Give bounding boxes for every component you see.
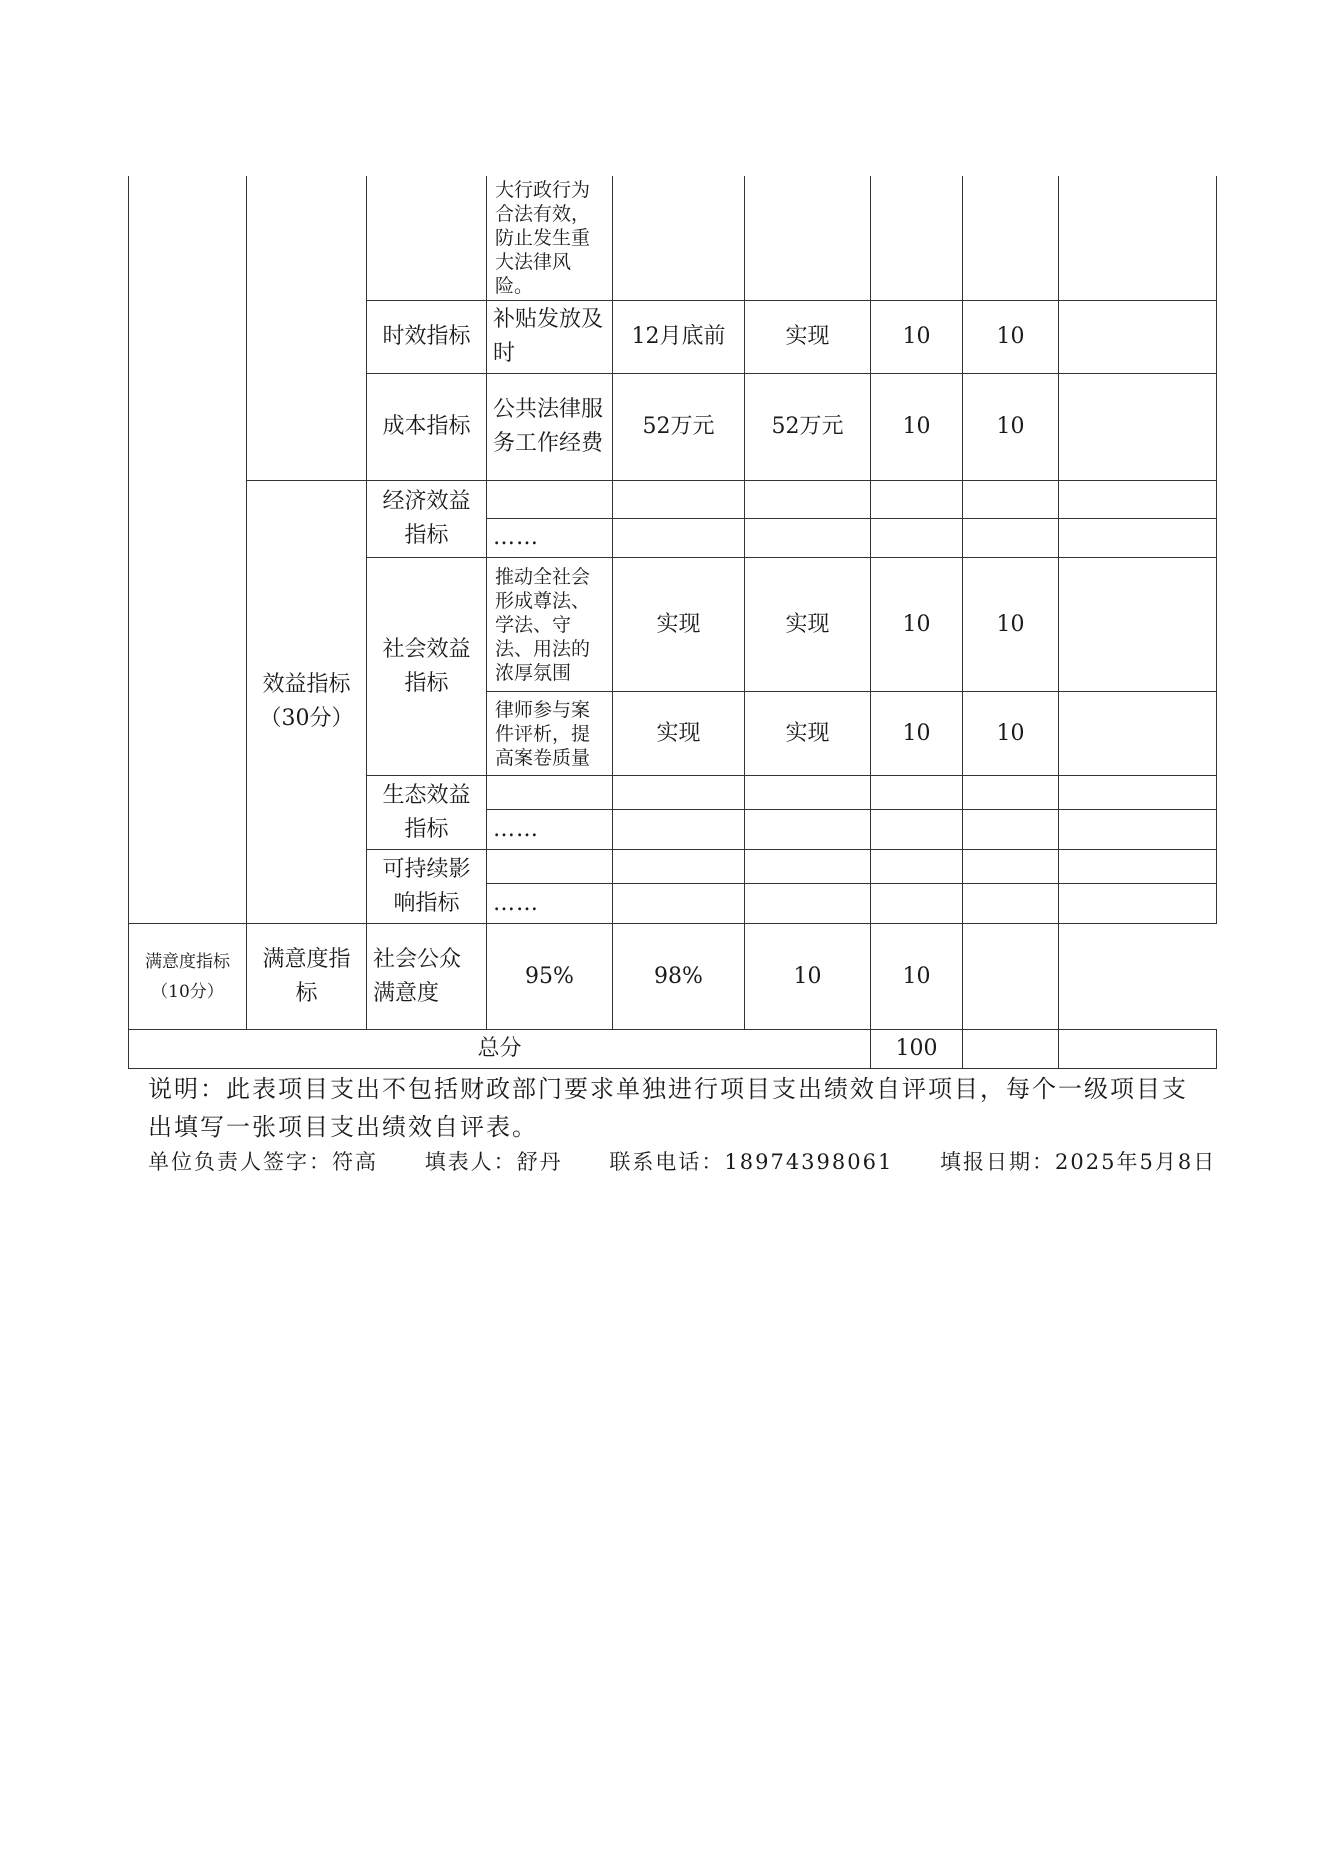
cell-empty [1059, 481, 1217, 519]
weight-value: 10 [871, 374, 963, 481]
category-economic-benefit: 经济效益指标 [367, 481, 487, 558]
cell-empty [745, 519, 871, 558]
cell-empty [613, 776, 745, 810]
cell-empty [613, 176, 745, 301]
cell-empty [963, 850, 1059, 884]
cell-empty [1059, 519, 1217, 558]
cell-empty [871, 810, 963, 850]
signature-line [148, 1146, 1228, 1176]
cell-empty [1059, 374, 1217, 481]
indicator-placeholder: …… [487, 884, 613, 924]
category-timeliness: 时效指标 [367, 301, 487, 374]
signer-name: 符高 [332, 1150, 378, 1174]
group-benefit-indicators [247, 481, 367, 924]
cell-empty [871, 776, 963, 810]
cell-empty [963, 810, 1059, 850]
cell-empty [1059, 884, 1217, 924]
cell-empty [963, 884, 1059, 924]
indicator-subsidy-timely: 补贴发放及时 [487, 301, 613, 374]
cell-empty [613, 481, 745, 519]
indicator-placeholder: …… [487, 810, 613, 850]
performance-evaluation-table [128, 176, 1217, 1069]
actual-value: 实现 [745, 558, 871, 692]
actual-value: 实现 [745, 301, 871, 374]
cell-empty [745, 850, 871, 884]
actual-value: 实现 [745, 692, 871, 776]
indicator-legal-risk: 大行政行为合法有效，防止发生重大法律风险。 [487, 176, 613, 301]
cell-empty [487, 481, 613, 519]
indicator-rule-of-law-atmosphere: 推动全社会形成尊法、学法、守法、用法的浓厚氛围 [487, 558, 613, 692]
level1-empty-cell [129, 176, 247, 924]
filler-field [425, 1150, 563, 1174]
weight-value: 10 [871, 558, 963, 692]
score-value: 10 [963, 692, 1059, 776]
cell-empty [963, 1030, 1059, 1069]
score-value: 10 [963, 301, 1059, 374]
date-label: 填报日期： [940, 1150, 1056, 1174]
cell-empty [1059, 850, 1217, 884]
group-satisfaction-label: 满意度指标 [145, 951, 230, 972]
cell-empty [1059, 176, 1217, 301]
score-value: 10 [963, 558, 1059, 692]
filler-label: 填表人： [424, 1150, 517, 1174]
cell-empty [613, 850, 745, 884]
indicator-legal-service-funding: 公共法律服务工作经费 [487, 374, 613, 481]
cell-empty [871, 176, 963, 301]
cell-empty [487, 776, 613, 810]
cell-empty [613, 810, 745, 850]
phone-number: 18974398061 [724, 1150, 894, 1174]
target-value: 95% [487, 924, 613, 1030]
cell-empty [871, 850, 963, 884]
date-field [940, 1150, 1216, 1174]
cell-empty [1059, 558, 1217, 692]
total-weight-value: 100 [871, 1030, 963, 1069]
table-note: 说明：此表项目支出不包括财政部门要求单独进行项目支出绩效自评项目，每个一级项目支出填写一张项目支出绩效自评表。 [148, 1075, 1188, 1141]
category-satisfaction: 满意度指标 [247, 924, 367, 1030]
signer-label: 单位负责人签字： [148, 1150, 332, 1174]
indicator-public-satisfaction: 社会公众满意度 [367, 924, 487, 1030]
cell-empty [613, 884, 745, 924]
weight-value: 10 [871, 692, 963, 776]
cell-empty [963, 176, 1059, 301]
target-value: 实现 [613, 692, 745, 776]
cell-empty [963, 924, 1059, 1030]
cell-empty [1059, 776, 1217, 810]
total-score-label: 总分 [129, 1030, 871, 1069]
target-value: 12月底前 [613, 301, 745, 374]
category-sustainable-impact: 可持续影响指标 [367, 850, 487, 924]
cell-empty [963, 776, 1059, 810]
cell-empty [487, 850, 613, 884]
category-cost: 成本指标 [367, 374, 487, 481]
level2-empty-cell [247, 176, 367, 481]
phone-label: 联系电话： [609, 1150, 725, 1174]
cell-empty [871, 481, 963, 519]
target-value: 52万元 [613, 374, 745, 481]
cell-empty [871, 884, 963, 924]
cell-empty [871, 519, 963, 558]
cell-empty [745, 810, 871, 850]
weight-value: 10 [745, 924, 871, 1030]
group-benefit-points: （30分） [259, 706, 354, 731]
category-ecological-benefit: 生态效益指标 [367, 776, 487, 850]
category-social-benefit: 社会效益指标 [367, 558, 487, 776]
cell-empty [1059, 1030, 1217, 1069]
phone-field [609, 1150, 893, 1174]
cell-empty [613, 519, 745, 558]
filler-name: 舒丹 [516, 1150, 563, 1174]
signer-field [148, 1150, 378, 1174]
cell-empty [745, 776, 871, 810]
cell-empty [745, 481, 871, 519]
cell-empty [963, 519, 1059, 558]
level3-empty-cell [367, 176, 487, 301]
cell-empty [963, 481, 1059, 519]
score-value: 10 [871, 924, 963, 1030]
score-value: 10 [963, 374, 1059, 481]
actual-value: 98% [613, 924, 745, 1030]
group-satisfaction-indicators [129, 924, 247, 1030]
group-benefit-label: 效益指标 [262, 672, 351, 697]
cell-empty [1059, 810, 1217, 850]
group-satisfaction-points: （10分） [151, 981, 224, 1002]
weight-value: 10 [871, 301, 963, 374]
cell-empty [745, 884, 871, 924]
cell-empty [1059, 692, 1217, 776]
actual-value: 52万元 [745, 374, 871, 481]
indicator-lawyer-case-review: 律师参与案件评析，提高案卷质量 [487, 692, 613, 776]
indicator-placeholder: …… [487, 519, 613, 558]
cell-empty [1059, 301, 1217, 374]
cell-empty [745, 176, 871, 301]
date-value: 2025年5月8日 [1055, 1150, 1217, 1174]
target-value: 实现 [613, 558, 745, 692]
